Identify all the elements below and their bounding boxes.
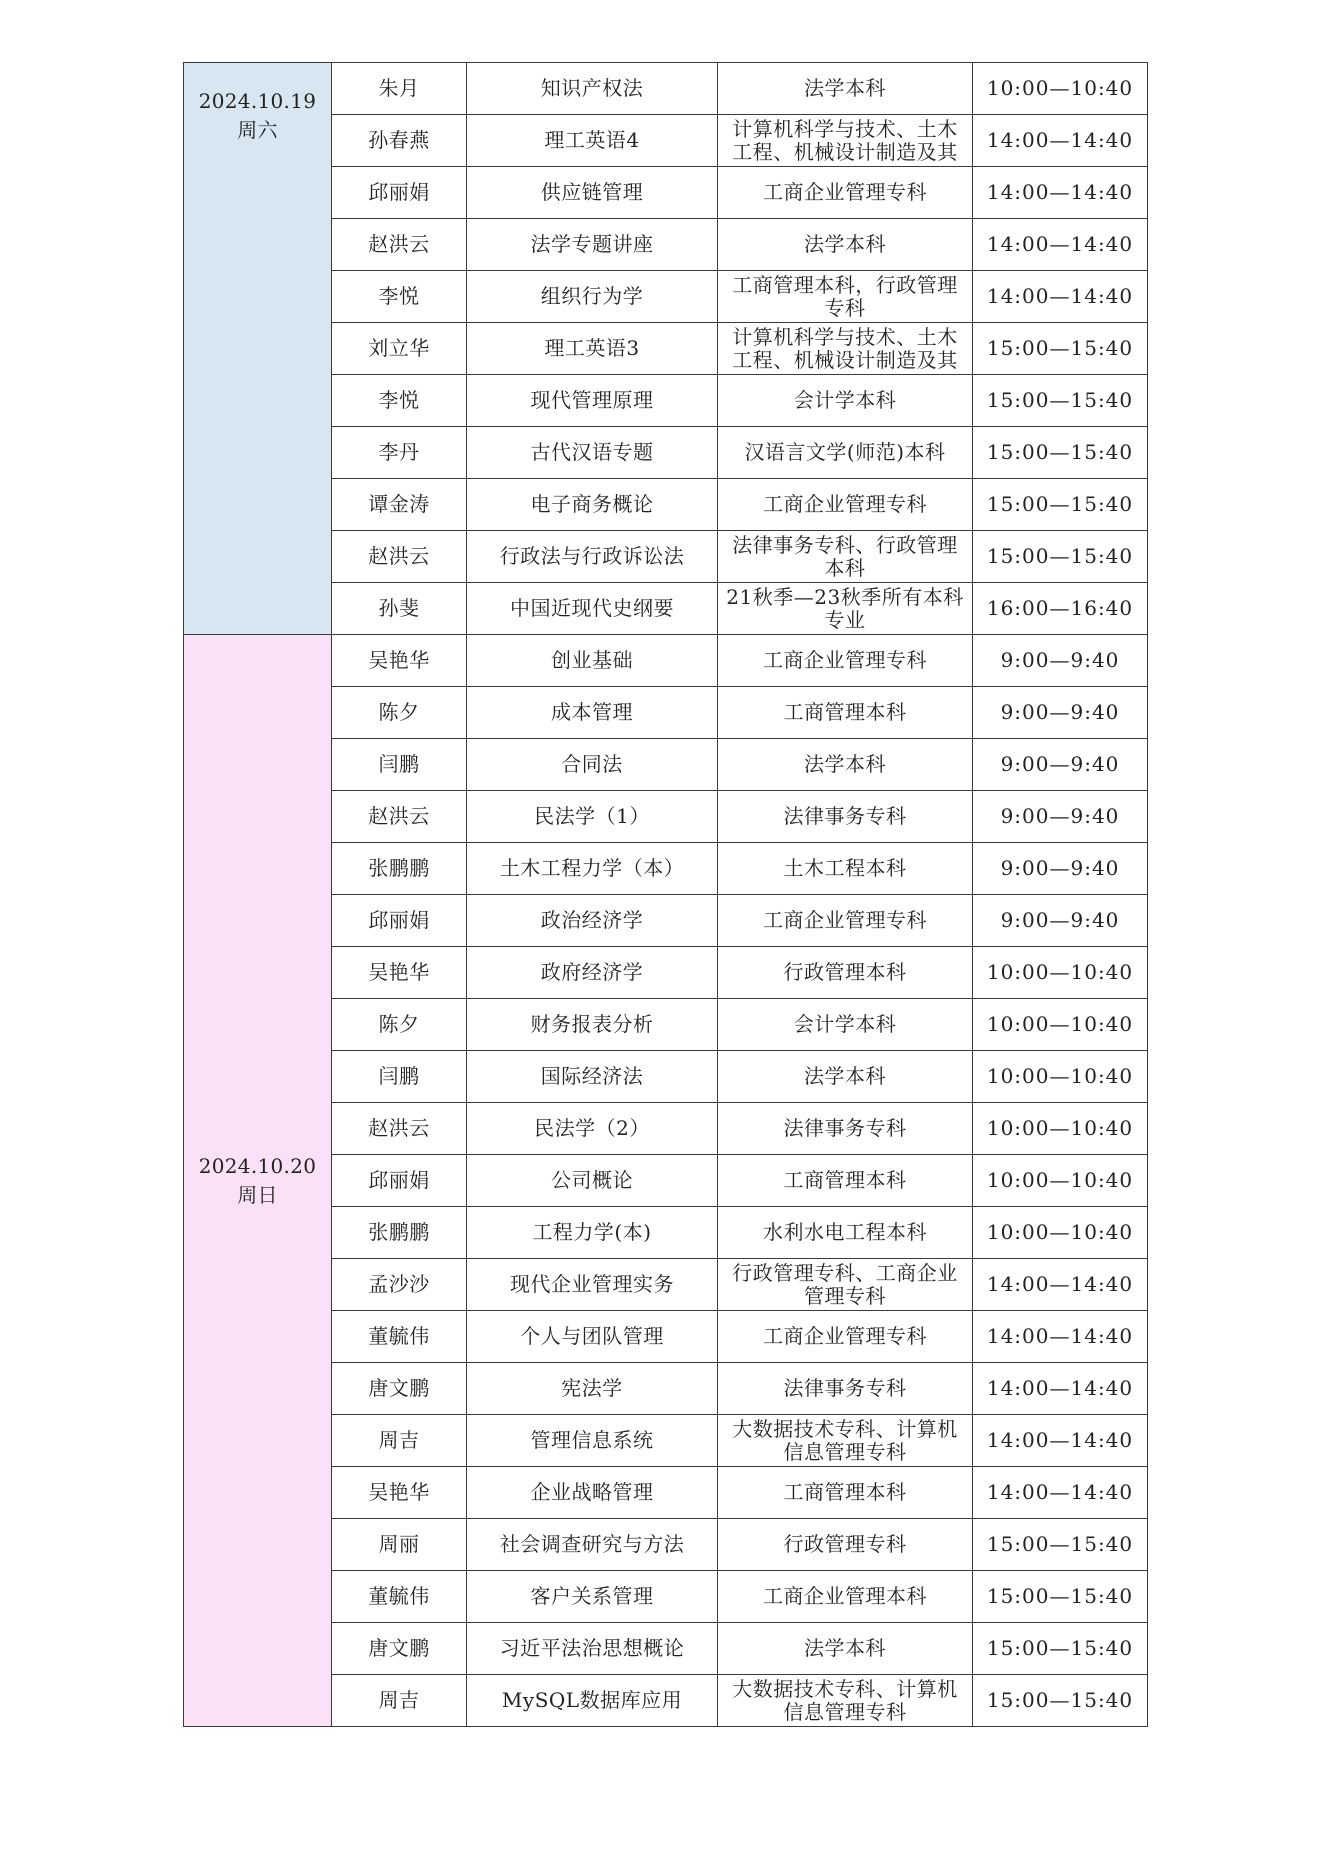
teacher-cell-text: 吴艳华: [368, 649, 430, 672]
major-cell: [718, 1415, 973, 1467]
time-cell-text: 9:00—9:40: [1000, 857, 1120, 880]
major-cell: [718, 531, 973, 583]
major-cell-text: 法律事务专科: [783, 805, 907, 828]
major-cell-text: 法律事务专科: [783, 1377, 907, 1400]
teacher-cell-text: 闫鹏: [378, 1065, 420, 1088]
teacher-cell-text: 吴艳华: [368, 961, 430, 984]
major-cell: [718, 63, 973, 115]
teacher-cell: [332, 999, 467, 1051]
course-cell-text: 客户关系管理: [530, 1585, 654, 1608]
time-cell: [973, 843, 1148, 895]
major-cell-text: 法律事务专科: [783, 1117, 907, 1140]
time-cell-text: 14:00—14:40: [986, 233, 1134, 256]
teacher-cell: [332, 323, 467, 375]
date-cell: [184, 635, 332, 1727]
time-cell-text: 15:00—15:40: [986, 493, 1134, 516]
time-cell: [973, 1103, 1148, 1155]
major-cell-text: 计算机科学与技术、土木工程、机械设计制造及其: [732, 325, 958, 372]
major-cell: [718, 1623, 973, 1675]
time-cell-text: 9:00—9:40: [1000, 753, 1120, 776]
major-cell: [718, 1311, 973, 1363]
course-cell: [467, 323, 718, 375]
teacher-cell: [332, 115, 467, 167]
exam-date: 2024.10.20: [198, 1153, 317, 1178]
teacher-cell-text: 周丽: [378, 1533, 420, 1556]
course-cell-text: 企业战略管理: [530, 1481, 654, 1504]
major-cell: [718, 1519, 973, 1571]
teacher-cell: [332, 427, 467, 479]
major-cell: [718, 167, 973, 219]
major-cell: [718, 323, 973, 375]
time-cell: [973, 1259, 1148, 1311]
major-cell-text: 法学本科: [804, 753, 886, 776]
major-cell-text: 工商企业管理专科: [763, 1325, 927, 1348]
teacher-cell: [332, 1519, 467, 1571]
course-cell-text: 民法学（2）: [534, 1117, 650, 1140]
course-cell: [467, 167, 718, 219]
course-cell: [467, 1675, 718, 1727]
teacher-cell-text: 邱丽娟: [368, 909, 430, 932]
time-cell: [973, 271, 1148, 323]
teacher-cell: [332, 947, 467, 999]
major-cell-text: 大数据技术专科、计算机信息管理专科: [732, 1677, 958, 1724]
major-cell: [718, 999, 973, 1051]
course-cell-text: 现代企业管理实务: [510, 1273, 674, 1296]
teacher-cell: [332, 843, 467, 895]
course-cell-text: 理工英语3: [544, 337, 640, 360]
time-cell: [973, 479, 1148, 531]
time-cell-text: 14:00—14:40: [986, 129, 1134, 152]
course-cell-text: 现代管理原理: [530, 389, 654, 412]
major-cell-text: 土木工程本科: [783, 857, 907, 880]
date-cell: [184, 63, 332, 635]
major-cell-text: 法学本科: [804, 233, 886, 256]
time-cell-text: 15:00—15:40: [986, 1689, 1134, 1712]
teacher-cell: [332, 791, 467, 843]
major-cell-text: 工商企业管理专科: [763, 909, 927, 932]
teacher-cell-text: 张鹏鹏: [368, 1221, 430, 1244]
exam-schedule-table: [183, 62, 1148, 1727]
time-cell: [973, 1155, 1148, 1207]
time-cell-text: 10:00—10:40: [986, 1065, 1134, 1088]
time-cell: [973, 1311, 1148, 1363]
teacher-cell: [332, 583, 467, 635]
major-cell: [718, 219, 973, 271]
time-cell: [973, 427, 1148, 479]
major-cell: [718, 1103, 973, 1155]
time-cell-text: 15:00—15:40: [986, 337, 1134, 360]
time-cell-text: 16:00—16:40: [986, 597, 1134, 620]
major-cell: [718, 1155, 973, 1207]
time-cell-text: 10:00—10:40: [986, 1221, 1134, 1244]
course-cell: [467, 1519, 718, 1571]
time-cell: [973, 583, 1148, 635]
course-cell-text: 管理信息系统: [530, 1429, 654, 1452]
course-cell-text: 政治经济学: [540, 909, 644, 932]
major-cell-text: 工商管理本科: [783, 1169, 907, 1192]
major-cell-text: 工商企业管理专科: [763, 649, 927, 672]
time-cell: [973, 531, 1148, 583]
course-cell-text: MySQL数据库应用: [501, 1689, 683, 1712]
major-cell-text: 21秋季—23秋季所有本科专业: [726, 585, 964, 632]
major-cell-text: 工商企业管理本科: [763, 1585, 927, 1608]
course-cell: [467, 895, 718, 947]
time-cell-text: 14:00—14:40: [986, 285, 1134, 308]
major-cell-text: 水利水电工程本科: [763, 1221, 927, 1244]
time-cell-text: 10:00—10:40: [986, 1013, 1134, 1036]
teacher-cell: [332, 1415, 467, 1467]
course-cell: [467, 1259, 718, 1311]
teacher-cell-text: 张鹏鹏: [368, 857, 430, 880]
time-cell: [973, 167, 1148, 219]
course-cell: [467, 739, 718, 791]
course-cell-text: 行政法与行政诉讼法: [499, 545, 685, 568]
major-cell-text: 工商管理本科，行政管理专科: [732, 273, 958, 320]
teacher-cell: [332, 63, 467, 115]
time-cell: [973, 375, 1148, 427]
course-cell-text: 合同法: [561, 753, 623, 776]
course-cell-text: 社会调查研究与方法: [499, 1533, 685, 1556]
time-cell: [973, 999, 1148, 1051]
major-cell: [718, 375, 973, 427]
time-cell-text: 15:00—15:40: [986, 389, 1134, 412]
teacher-cell-text: 陈夕: [378, 701, 420, 724]
time-cell: [973, 219, 1148, 271]
major-cell-text: 工商企业管理专科: [763, 181, 927, 204]
course-cell-text: 宪法学: [561, 1377, 623, 1400]
major-cell: [718, 583, 973, 635]
major-cell: [718, 687, 973, 739]
major-cell: [718, 1207, 973, 1259]
major-cell: [718, 635, 973, 687]
major-cell: [718, 843, 973, 895]
teacher-cell-text: 吴艳华: [368, 1481, 430, 1504]
course-cell-text: 民法学（1）: [534, 805, 650, 828]
teacher-cell: [332, 1051, 467, 1103]
course-cell: [467, 583, 718, 635]
major-cell-text: 汉语言文学(师范)本科: [744, 441, 946, 464]
course-cell: [467, 1467, 718, 1519]
time-cell-text: 10:00—10:40: [986, 1117, 1134, 1140]
course-cell: [467, 791, 718, 843]
major-cell-text: 行政管理本科: [783, 961, 907, 984]
course-cell-text: 知识产权法: [540, 77, 644, 100]
time-cell-text: 9:00—9:40: [1000, 701, 1120, 724]
teacher-cell: [332, 687, 467, 739]
major-cell: [718, 791, 973, 843]
teacher-cell-text: 董毓伟: [368, 1325, 430, 1348]
time-cell: [973, 63, 1148, 115]
exam-date: 2024.10.19: [198, 89, 317, 113]
course-cell-text: 法学专题讲座: [530, 233, 654, 256]
teacher-cell-text: 李丹: [378, 441, 420, 464]
time-cell: [973, 739, 1148, 791]
course-cell-text: 电子商务概论: [530, 493, 654, 516]
table-row: [184, 635, 1148, 687]
teacher-cell-text: 刘立华: [368, 337, 430, 360]
major-cell-text: 行政管理专科、工商企业管理专科: [732, 1261, 958, 1308]
major-cell-text: 工商管理本科: [783, 1481, 907, 1504]
course-cell: [467, 115, 718, 167]
time-cell-text: 15:00—15:40: [986, 545, 1134, 568]
course-cell-text: 创业基础: [551, 649, 633, 672]
teacher-cell: [332, 1675, 467, 1727]
major-cell-text: 行政管理专科: [783, 1533, 907, 1556]
major-cell: [718, 1259, 973, 1311]
major-cell-text: 法学本科: [804, 77, 886, 100]
page-bottom-margin: [0, 1824, 1322, 1871]
course-cell-text: 公司概论: [551, 1169, 633, 1192]
teacher-cell: [332, 1311, 467, 1363]
time-cell-text: 15:00—15:40: [986, 1585, 1134, 1608]
course-cell: [467, 1363, 718, 1415]
course-cell: [467, 375, 718, 427]
teacher-cell-text: 赵洪云: [368, 233, 430, 256]
time-cell: [973, 1571, 1148, 1623]
time-cell-text: 10:00—10:40: [986, 77, 1134, 100]
course-cell: [467, 271, 718, 323]
major-cell-text: 工商管理本科: [783, 701, 907, 724]
time-cell-text: 14:00—14:40: [986, 181, 1134, 204]
teacher-cell-text: 李悦: [378, 389, 420, 412]
teacher-cell-text: 孙春燕: [368, 129, 430, 152]
schedule-body: [184, 63, 1148, 1727]
teacher-cell-text: 赵洪云: [368, 805, 430, 828]
course-cell-text: 组织行为学: [540, 285, 644, 308]
teacher-cell-text: 赵洪云: [368, 1117, 430, 1140]
time-cell: [973, 895, 1148, 947]
major-cell: [718, 271, 973, 323]
time-cell-text: 14:00—14:40: [986, 1377, 1134, 1400]
course-cell: [467, 687, 718, 739]
teacher-cell-text: 谭金涛: [368, 493, 430, 516]
major-cell: [718, 427, 973, 479]
teacher-cell: [332, 739, 467, 791]
major-cell: [718, 1363, 973, 1415]
major-cell: [718, 1571, 973, 1623]
course-cell: [467, 1051, 718, 1103]
time-cell-text: 15:00—15:40: [986, 1533, 1134, 1556]
major-cell-text: 计算机科学与技术、土木工程、机械设计制造及其: [732, 117, 958, 164]
teacher-cell: [332, 1207, 467, 1259]
time-cell-text: 15:00—15:40: [986, 441, 1134, 464]
teacher-cell-text: 孟沙沙: [368, 1273, 430, 1296]
time-cell-text: 10:00—10:40: [986, 961, 1134, 984]
course-cell: [467, 479, 718, 531]
teacher-cell: [332, 895, 467, 947]
teacher-cell-text: 董毓伟: [368, 1585, 430, 1608]
time-cell-text: 9:00—9:40: [1000, 649, 1120, 672]
teacher-cell: [332, 375, 467, 427]
time-cell: [973, 1675, 1148, 1727]
time-cell: [973, 1415, 1148, 1467]
time-cell-text: 15:00—15:40: [986, 1637, 1134, 1660]
course-cell-text: 土木工程力学（本）: [499, 857, 685, 880]
teacher-cell: [332, 219, 467, 271]
time-cell: [973, 1051, 1148, 1103]
time-cell-text: 14:00—14:40: [986, 1429, 1134, 1452]
course-cell: [467, 63, 718, 115]
major-cell: [718, 115, 973, 167]
teacher-cell: [332, 531, 467, 583]
teacher-cell-text: 唐文鹏: [368, 1637, 430, 1660]
course-cell-text: 理工英语4: [544, 129, 640, 152]
time-cell: [973, 791, 1148, 843]
course-cell-text: 中国近现代史纲要: [510, 597, 674, 620]
teacher-cell: [332, 1259, 467, 1311]
teacher-cell-text: 周吉: [378, 1429, 420, 1452]
major-cell-text: 法学本科: [804, 1065, 886, 1088]
teacher-cell: [332, 1103, 467, 1155]
course-cell: [467, 1571, 718, 1623]
teacher-cell: [332, 271, 467, 323]
teacher-cell-text: 邱丽娟: [368, 1169, 430, 1192]
course-cell: [467, 531, 718, 583]
course-cell: [467, 1623, 718, 1675]
teacher-cell: [332, 479, 467, 531]
course-cell: [467, 1415, 718, 1467]
teacher-cell: [332, 1467, 467, 1519]
major-cell: [718, 479, 973, 531]
time-cell-text: 14:00—14:40: [986, 1273, 1134, 1296]
course-cell-text: 工程力学(本): [532, 1221, 652, 1244]
time-cell: [973, 1623, 1148, 1675]
major-cell: [718, 1467, 973, 1519]
major-cell-text: 法律事务专科、行政管理本科: [732, 533, 958, 580]
teacher-cell: [332, 167, 467, 219]
time-cell: [973, 115, 1148, 167]
major-cell: [718, 1675, 973, 1727]
exam-weekday: 周六: [237, 118, 278, 142]
course-cell-text: 成本管理: [551, 701, 633, 724]
teacher-cell-text: 邱丽娟: [368, 181, 430, 204]
major-cell-text: 工商企业管理专科: [763, 493, 927, 516]
time-cell-text: 9:00—9:40: [1000, 909, 1120, 932]
time-cell: [973, 1519, 1148, 1571]
teacher-cell: [332, 1571, 467, 1623]
course-cell-text: 古代汉语专题: [530, 441, 654, 464]
major-cell-text: 法学本科: [804, 1637, 886, 1660]
course-cell-text: 个人与团队管理: [520, 1325, 664, 1348]
course-cell-text: 习近平法治思想概论: [499, 1637, 685, 1660]
course-cell: [467, 635, 718, 687]
teacher-cell: [332, 1363, 467, 1415]
course-cell: [467, 999, 718, 1051]
time-cell: [973, 1467, 1148, 1519]
teacher-cell-text: 赵洪云: [368, 545, 430, 568]
time-cell-text: 14:00—14:40: [986, 1325, 1134, 1348]
major-cell: [718, 947, 973, 999]
course-cell: [467, 1311, 718, 1363]
course-cell-text: 国际经济法: [540, 1065, 644, 1088]
teacher-cell: [332, 1155, 467, 1207]
course-cell: [467, 219, 718, 271]
time-cell-text: 9:00—9:40: [1000, 805, 1120, 828]
teacher-cell-text: 朱月: [378, 77, 420, 100]
major-cell: [718, 739, 973, 791]
course-cell: [467, 427, 718, 479]
course-cell: [467, 1155, 718, 1207]
teacher-cell-text: 唐文鹏: [368, 1377, 430, 1400]
teacher-cell-text: 孙斐: [378, 597, 420, 620]
teacher-cell: [332, 1623, 467, 1675]
teacher-cell-text: 周吉: [378, 1689, 420, 1712]
time-cell-text: 14:00—14:40: [986, 1481, 1134, 1504]
teacher-cell-text: 闫鹏: [378, 753, 420, 776]
table-row: [184, 63, 1148, 115]
teacher-cell-text: 李悦: [378, 285, 420, 308]
major-cell-text: 会计学本科: [793, 1013, 897, 1036]
time-cell-text: 10:00—10:40: [986, 1169, 1134, 1192]
time-cell: [973, 1363, 1148, 1415]
major-cell-text: 大数据技术专科、计算机信息管理专科: [732, 1417, 958, 1464]
exam-weekday: 周日: [237, 1182, 278, 1207]
course-cell: [467, 843, 718, 895]
course-cell: [467, 1207, 718, 1259]
major-cell: [718, 895, 973, 947]
course-cell-text: 政府经济学: [540, 961, 644, 984]
teacher-cell-text: 陈夕: [378, 1013, 420, 1036]
major-cell: [718, 1051, 973, 1103]
course-cell: [467, 1103, 718, 1155]
teacher-cell: [332, 635, 467, 687]
major-cell-text: 会计学本科: [793, 389, 897, 412]
time-cell: [973, 947, 1148, 999]
course-cell-text: 财务报表分析: [530, 1013, 654, 1036]
time-cell: [973, 687, 1148, 739]
time-cell: [973, 1207, 1148, 1259]
time-cell: [973, 323, 1148, 375]
time-cell: [973, 635, 1148, 687]
course-cell-text: 供应链管理: [540, 181, 644, 204]
course-cell: [467, 947, 718, 999]
